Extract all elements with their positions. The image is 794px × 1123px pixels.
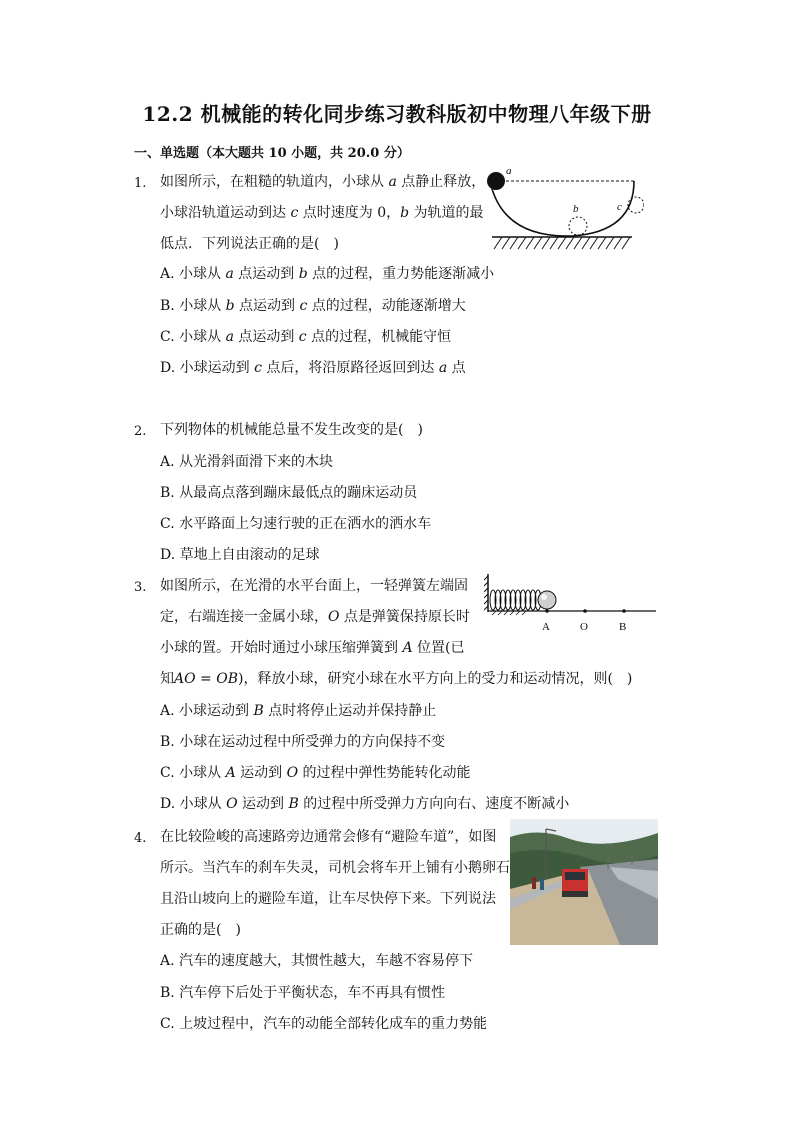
q1-option-d[interactable]: D. 小球运动到 𝑐 点后，将沿原路径返回到达 𝑎 点 xyxy=(160,360,466,376)
q1-option-a[interactable]: A. 小球从 𝑎 点运动到 𝑏 点的过程，重力势能逐渐减小 xyxy=(160,266,495,282)
q2-option-c[interactable]: C. 水平路面上匀速行驶的正在洒水的洒水车 xyxy=(160,516,432,532)
q1-stem-line-2: 小球沿轨道运动到达 𝑐 点时速度为 0，𝑏 为轨道的最 xyxy=(160,205,484,221)
question-number-3: 3. xyxy=(134,580,147,595)
q2-stem-line-1: 下列物体的机械能总量不发生改变的是( ) xyxy=(160,422,423,438)
label-a: a xyxy=(506,165,512,177)
q3-stem-line-2: 定，右端连接一金属小球，𝑂 点是弹簧保持原长时 xyxy=(160,609,470,625)
q4-escape-lane-photo xyxy=(510,819,658,945)
q1-stem-line-3: 低点．下列说法正确的是( ) xyxy=(160,236,339,252)
q4-stem-line-4: 正确的是( ) xyxy=(160,922,241,938)
q4-stem-line-2: 所示。当汽车的刹车失灵，司机会将车开上铺有小鹅卵石 xyxy=(160,860,510,876)
page-title: 12.2 机械能的转化同步练习教科版初中物理八年级下册 xyxy=(142,102,652,126)
q1-option-b[interactable]: B. 小球从 𝑏 点运动到 𝑐 点的过程，动能逐渐增大 xyxy=(160,298,466,314)
q4-option-c[interactable]: C. 上坡过程中，汽车的动能全部转化成车的重力势能 xyxy=(160,1016,488,1032)
spring xyxy=(490,590,541,610)
q1-option-c[interactable]: C. 小球从 𝑎 点运动到 𝑐 点的过程，机械能守恒 xyxy=(160,329,452,345)
question-number-1: 1. xyxy=(134,176,147,191)
q2-option-a[interactable]: A. 从光滑斜面滑下来的木块 xyxy=(160,454,334,470)
q3-stem-line-3: 小球的置。开始时通过小球压缩弹簧到 𝐴 位置(已 xyxy=(160,640,465,656)
section-heading: 一、单选题（本大题共 10 小题，共 20.0 分） xyxy=(134,146,410,161)
label-B: B xyxy=(619,621,627,633)
question-number-2: 2. xyxy=(134,424,147,439)
q2-option-b[interactable]: B. 从最高点落到蹦床最低点的蹦床运动员 xyxy=(160,485,418,501)
q1-track-figure xyxy=(484,160,644,252)
question-number-4: 4. xyxy=(134,831,147,846)
ball-at-a-icon xyxy=(487,172,505,190)
q4-option-a[interactable]: A. 汽车的速度越大，其惯性越大，车越不容易停下 xyxy=(160,953,474,969)
q3-option-d[interactable]: D. 小球从 𝑂 运动到 𝐵 的过程中所受弹力方向向右、速度不断减小 xyxy=(160,796,570,812)
label-A: A xyxy=(542,621,550,633)
q1-stem-line-1: 如图所示，在粗糙的轨道内，小球从 𝑎 点静止释放， xyxy=(160,174,486,190)
q3-stem-line-4: 知𝐴𝑂 = 𝑂𝐵)，释放小球，研究小球在水平方向上的受力和运动情况，则( ) xyxy=(160,671,633,687)
label-b: b xyxy=(573,203,579,215)
q2-option-d[interactable]: D. 草地上自由滚动的足球 xyxy=(160,547,320,563)
q3-option-c[interactable]: C. 小球从 𝐴 运动到 𝑂 的过程中弹性势能转化动能 xyxy=(160,765,471,781)
ball-at-b-icon xyxy=(569,217,587,235)
curved-track xyxy=(490,181,634,236)
q3-option-a[interactable]: A. 小球运动到 𝐵 点时将停止运动并保持静止 xyxy=(160,703,437,719)
q4-stem-line-3: 且沿山坡向上的避险车道，让车尽快停下来。下列说法 xyxy=(160,891,496,907)
q4-option-b[interactable]: B. 汽车停下后处于平衡状态，车不再具有惯性 xyxy=(160,985,446,1001)
q4-stem-line-1: 在比较险峻的高速路旁边通常会修有“避险车道”，如图 xyxy=(160,829,497,845)
ground-hatching xyxy=(494,237,630,249)
label-O: O xyxy=(580,621,588,633)
metal-ball-icon xyxy=(538,591,556,609)
q3-spring-figure xyxy=(484,572,660,634)
q3-stem-line-1: 如图所示，在光滑的水平台面上，一轻弹簧左端固 xyxy=(160,578,468,594)
q3-option-b[interactable]: B. 小球在运动过程中所受弹力的方向保持不变 xyxy=(160,734,446,750)
label-c: c xyxy=(617,201,622,213)
